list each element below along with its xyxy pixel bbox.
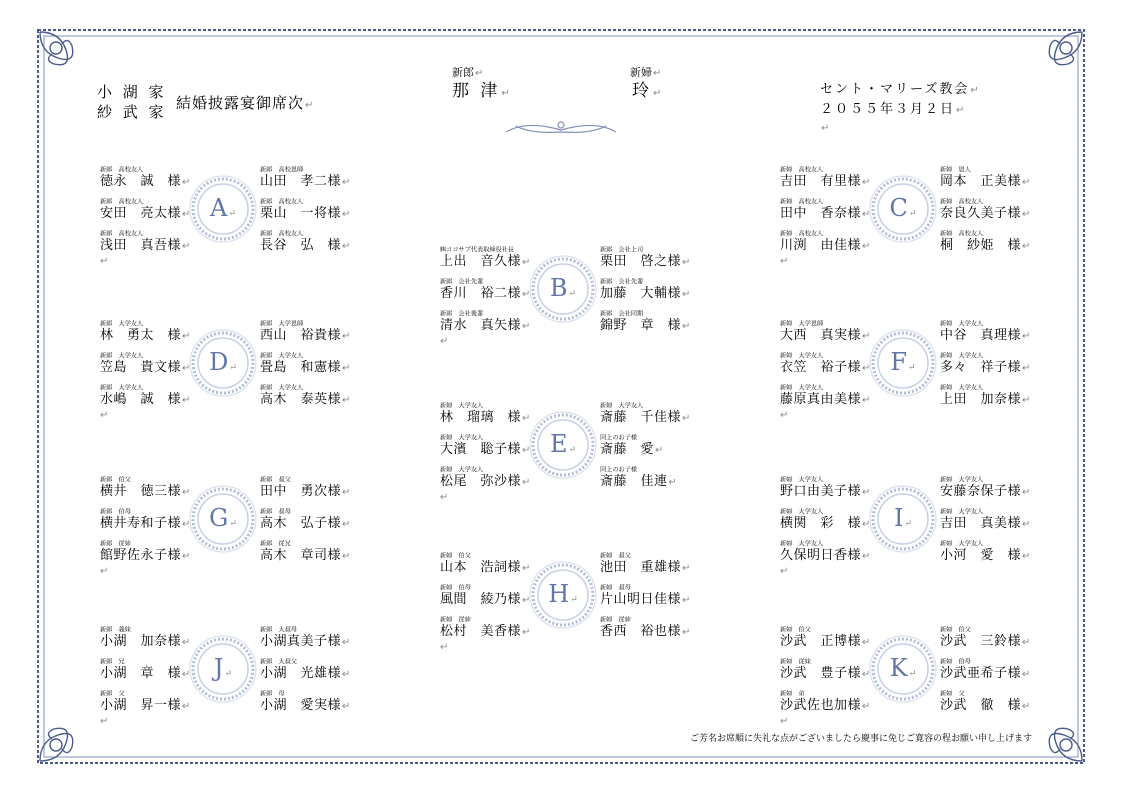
guest-name: 小湖真美子様↵ bbox=[260, 634, 351, 649]
guest-relation: 新郎 高校友人 bbox=[100, 166, 144, 174]
guest-relation: 新婦 大学友人 bbox=[780, 508, 824, 516]
guest-seat bbox=[600, 278, 691, 308]
guest-seat bbox=[260, 658, 351, 688]
guest-relation: 新婦 叔母 bbox=[600, 584, 631, 592]
table-letter: A↵ bbox=[210, 194, 236, 222]
guest-relation: 新郎 会社先輩 bbox=[440, 278, 484, 286]
guest-relation: 新婦 叔父 bbox=[600, 552, 631, 560]
guest-name: 斎藤 佳連↵ bbox=[600, 474, 677, 489]
guest-seat bbox=[260, 198, 351, 228]
guest-name: 清水 真矢様↵ bbox=[440, 318, 531, 333]
guest-name: 沙武 徹 様↵ bbox=[940, 698, 1031, 713]
paragraph-mark: ↵ bbox=[780, 716, 789, 727]
guest-relation: 新婦 大学友人 bbox=[440, 402, 484, 410]
guest-name: 田中 香奈様↵ bbox=[780, 206, 871, 221]
paragraph-mark: ↵ bbox=[100, 566, 109, 577]
families-line-2: 紗 武 家 bbox=[97, 103, 167, 121]
guest-seat bbox=[100, 384, 191, 414]
guest-name: 徳永 誠 様↵ bbox=[100, 174, 191, 189]
groom-label: 新郎↵ bbox=[452, 66, 484, 79]
paragraph-mark: ↵ bbox=[780, 566, 789, 577]
paragraph-mark: ↵ bbox=[440, 492, 449, 503]
guest-relation: 新郎 父 bbox=[100, 690, 125, 698]
guest-seat bbox=[940, 352, 1031, 382]
guest-seat bbox=[780, 230, 871, 260]
guest-seat bbox=[100, 476, 191, 506]
guest-relation: 新婦 大学友人 bbox=[600, 402, 644, 410]
guest-relation: 新郎 従姉 bbox=[100, 540, 131, 548]
guest-relation: 新婦 大学友人 bbox=[780, 476, 824, 484]
guest-seat bbox=[260, 626, 351, 656]
guest-name: 松村 美香様↵ bbox=[440, 624, 531, 639]
guest-name: 久保明日香様↵ bbox=[780, 548, 871, 563]
table-letter: J↵ bbox=[213, 654, 233, 682]
guest-relation: 新婦 大学友人 bbox=[940, 320, 984, 328]
guest-seat bbox=[260, 476, 351, 506]
paragraph-mark: ↵ bbox=[100, 716, 109, 727]
guest-name: 笠島 貴文様↵ bbox=[100, 360, 191, 375]
guest-relation: 新婦 大学友人 bbox=[440, 466, 484, 474]
guest-name: 吉田 真美様↵ bbox=[940, 516, 1031, 531]
guest-name: 野口由美子様↵ bbox=[780, 484, 871, 499]
guest-seat bbox=[780, 476, 871, 506]
guest-relation: 新婦 大学恩師 bbox=[780, 320, 824, 328]
guest-seat bbox=[100, 508, 191, 538]
table-letter: B↵ bbox=[549, 274, 577, 302]
guest-seat bbox=[780, 198, 871, 228]
guest-name: 横井 徳三様↵ bbox=[100, 484, 191, 499]
guest-name: 沙武佐也加様↵ bbox=[780, 698, 871, 713]
guest-relation: 新婦 恩人 bbox=[940, 166, 971, 174]
guest-relation: 新郎 高校友人 bbox=[260, 198, 304, 206]
guest-seat bbox=[440, 310, 531, 340]
guest-seat bbox=[780, 320, 871, 350]
guest-seat bbox=[600, 434, 682, 464]
table-k bbox=[780, 626, 1030, 736]
guest-seat bbox=[100, 658, 191, 688]
guest-seat bbox=[940, 230, 1031, 260]
guest-relation: 新郎 叔母 bbox=[260, 508, 291, 516]
guest-seat bbox=[940, 198, 1031, 228]
guest-relation: 新婦 弟 bbox=[780, 690, 805, 698]
guest-name: 横井寿和子様↵ bbox=[100, 516, 191, 531]
guest-name: 斎藤 千佳様↵ bbox=[600, 410, 691, 425]
table-letter: D↵ bbox=[209, 348, 237, 376]
guest-relation: 新郎 伯父 bbox=[100, 476, 131, 484]
guest-name: 小河 愛 様↵ bbox=[940, 548, 1031, 563]
guest-relation: 新婦 従姉 bbox=[440, 616, 471, 624]
paragraph-mark: ↵ bbox=[440, 642, 449, 653]
table-h bbox=[440, 552, 690, 662]
guest-name: 小湖 愛実様↵ bbox=[260, 698, 351, 713]
guest-seat bbox=[600, 552, 691, 582]
guest-relation: 新郎 大学友人 bbox=[260, 384, 304, 392]
guest-name: 西山 裕貴様↵ bbox=[260, 328, 351, 343]
guest-seat bbox=[100, 320, 191, 350]
footer-note: ご芳名お席順に失礼な点がございましたら慶事に免じご寛容の程お願い申し上げます bbox=[690, 734, 1033, 744]
table-e bbox=[440, 402, 690, 512]
event-title: 結婚披露宴御席次↵ bbox=[176, 94, 314, 112]
guest-relation: 新婦 伯母 bbox=[440, 584, 471, 592]
table-g bbox=[100, 476, 350, 586]
guest-relation: 新郎 高校友人 bbox=[100, 230, 144, 238]
guest-seat bbox=[260, 352, 351, 382]
guest-name: 衣笠 裕子様↵ bbox=[780, 360, 871, 375]
guest-seat bbox=[780, 540, 871, 570]
guest-seat bbox=[440, 466, 531, 496]
guest-seat bbox=[600, 246, 691, 276]
guest-relation: 新婦 大学友人 bbox=[940, 540, 984, 548]
guest-relation: 新郎 大学友人 bbox=[260, 352, 304, 360]
guest-name: 山本 浩詞様↵ bbox=[440, 560, 531, 575]
guest-seat bbox=[440, 246, 531, 276]
guest-name: 小湖 昇一様↵ bbox=[100, 698, 191, 713]
guest-relation: 新郎 兄 bbox=[100, 658, 125, 666]
guest-relation: ㈱ココサブ代表取締役社長 bbox=[440, 246, 515, 254]
guest-name: 安田 亮太様↵ bbox=[100, 206, 191, 221]
guest-seat bbox=[440, 584, 531, 614]
guest-seat bbox=[600, 402, 691, 432]
guest-seat bbox=[260, 540, 351, 570]
guest-seat bbox=[100, 540, 191, 570]
guest-name: 吉田 有里様↵ bbox=[780, 174, 871, 189]
table-letter: I↵ bbox=[893, 504, 913, 532]
guest-name: 藤原真由美様↵ bbox=[780, 392, 871, 407]
guest-name: 高木 弘子様↵ bbox=[260, 516, 351, 531]
guest-relation: 新婦 伯父 bbox=[940, 626, 971, 634]
guest-name: 加藤 大輔様↵ bbox=[600, 286, 691, 301]
table-letter: E↵ bbox=[549, 430, 577, 458]
guest-relation: 新郎 大学恩師 bbox=[260, 320, 304, 328]
guest-seat bbox=[600, 466, 682, 496]
guest-relation: 新郎 会社同期 bbox=[600, 310, 644, 318]
guest-relation: 新婦 大学友人 bbox=[940, 476, 984, 484]
guest-name: 水嶋 誠 様↵ bbox=[100, 392, 191, 407]
guest-seat bbox=[600, 616, 691, 646]
guest-seat bbox=[940, 540, 1031, 570]
paragraph-mark: ↵ bbox=[100, 410, 109, 421]
guest-name: 香西 裕也様↵ bbox=[600, 624, 691, 639]
guest-seat bbox=[260, 230, 351, 260]
guest-seat bbox=[780, 384, 871, 414]
guest-relation: 新婦 大学友人 bbox=[440, 434, 484, 442]
guest-seat bbox=[100, 352, 191, 382]
guest-seat bbox=[440, 278, 531, 308]
guest-relation: 新郎 義妹 bbox=[100, 626, 131, 634]
guest-relation: 新郎 高校友人 bbox=[260, 230, 304, 238]
guest-name: 川渕 由佳様↵ bbox=[780, 238, 871, 253]
guest-seat bbox=[260, 384, 351, 414]
guest-name: 栗田 啓之様↵ bbox=[600, 254, 691, 269]
guest-name: 山田 孝二様↵ bbox=[260, 174, 351, 189]
table-i bbox=[780, 476, 1030, 586]
guest-seat bbox=[100, 230, 191, 260]
guest-relation: 同上のお子様 bbox=[600, 434, 638, 442]
paragraph-mark: ↵ bbox=[780, 256, 789, 267]
guest-relation: 新郎 会社後輩 bbox=[440, 310, 484, 318]
guest-relation: 新婦 大学友人 bbox=[940, 508, 984, 516]
guest-seat bbox=[440, 434, 531, 464]
paragraph-mark: ↵ bbox=[780, 410, 789, 421]
table-letter: H↵ bbox=[548, 580, 578, 608]
guest-name: 小湖 光雄様↵ bbox=[260, 666, 351, 681]
guest-relation: 新婦 高校友人 bbox=[780, 166, 824, 174]
guest-seat bbox=[260, 690, 351, 720]
guest-name: 中谷 真理様↵ bbox=[940, 328, 1031, 343]
guest-name: 多々 祥子様↵ bbox=[940, 360, 1031, 375]
paragraph-mark: ↵ bbox=[100, 256, 109, 267]
guest-seat bbox=[260, 320, 351, 350]
table-c bbox=[780, 166, 1030, 276]
guest-seat bbox=[940, 658, 1031, 688]
table-d bbox=[100, 320, 350, 430]
guest-seat bbox=[940, 384, 1031, 414]
guest-relation: 新郎 高校友人 bbox=[100, 198, 144, 206]
guest-name: 上田 加奈様↵ bbox=[940, 392, 1031, 407]
guest-relation: 新婦 大学友人 bbox=[780, 540, 824, 548]
guest-name: 沙武 三鈴様↵ bbox=[940, 634, 1031, 649]
guest-name: 安藤奈保子様↵ bbox=[940, 484, 1031, 499]
guest-seat bbox=[600, 584, 691, 614]
guest-relation: 新郎 伯母 bbox=[100, 508, 131, 516]
table-letter: G↵ bbox=[209, 504, 237, 532]
guest-seat bbox=[440, 616, 531, 646]
table-f bbox=[780, 320, 1030, 430]
guest-name: 沙武 正博様↵ bbox=[780, 634, 871, 649]
guest-seat bbox=[940, 476, 1031, 506]
guest-relation: 新郎 叔父 bbox=[260, 476, 291, 484]
guest-name: 香川 裕二様↵ bbox=[440, 286, 531, 301]
guest-name: 大西 真実様↵ bbox=[780, 328, 871, 343]
table-j bbox=[100, 626, 350, 736]
guest-name: 館野佐永子様↵ bbox=[100, 548, 191, 563]
guest-seat bbox=[260, 166, 351, 196]
guest-name: 奈良久美子様↵ bbox=[940, 206, 1031, 221]
guest-relation: 新婦 伯父 bbox=[440, 552, 471, 560]
guest-relation: 新郎 母 bbox=[260, 690, 285, 698]
guest-seat bbox=[780, 626, 871, 656]
guest-seat bbox=[600, 310, 691, 340]
guest-seat bbox=[440, 402, 531, 432]
guest-name: 岡本 正美様↵ bbox=[940, 174, 1031, 189]
paragraph-mark: ↵ bbox=[440, 336, 449, 347]
guest-seat bbox=[780, 352, 871, 382]
guest-relation: 新婦 大学友人 bbox=[940, 352, 984, 360]
guest-name: 栗山 一将様↵ bbox=[260, 206, 351, 221]
guest-relation: 新郎 会社先輩 bbox=[600, 278, 644, 286]
guest-relation: 新婦 従妹 bbox=[780, 658, 811, 666]
paragraph-mark: ↵ bbox=[821, 123, 830, 134]
guest-seat bbox=[780, 508, 871, 538]
guest-seat bbox=[940, 690, 1031, 720]
bride-name: 玲↵ bbox=[632, 81, 662, 101]
guest-seat bbox=[260, 508, 351, 538]
guest-seat bbox=[780, 658, 871, 688]
guest-relation: 新婦 大学友人 bbox=[780, 384, 824, 392]
guest-seat bbox=[940, 626, 1031, 656]
guest-relation: 新婦 伯父 bbox=[780, 626, 811, 634]
guest-name: 松尾 弥沙様↵ bbox=[440, 474, 531, 489]
guest-name: 片山明日佳様↵ bbox=[600, 592, 691, 607]
guest-relation: 新郎 大叔父 bbox=[260, 658, 298, 666]
guest-name: 田中 勇次様↵ bbox=[260, 484, 351, 499]
guest-name: 桐 紗姫 様↵ bbox=[940, 238, 1031, 253]
guest-name: 畳島 和憲様↵ bbox=[260, 360, 351, 375]
guest-relation: 新郎 大学友人 bbox=[100, 352, 144, 360]
guest-relation: 新婦 従姉 bbox=[600, 616, 631, 624]
guest-seat bbox=[940, 166, 1031, 196]
guest-seat bbox=[440, 552, 531, 582]
guest-name: 小湖 加奈様↵ bbox=[100, 634, 191, 649]
guest-name: 上出 音久様↵ bbox=[440, 254, 531, 269]
guest-seat bbox=[100, 626, 191, 656]
table-letter: K↵ bbox=[889, 654, 917, 682]
guest-relation: 新郎 大学友人 bbox=[100, 384, 144, 392]
guest-seat bbox=[100, 198, 191, 228]
table-b bbox=[440, 246, 690, 356]
guest-relation: 新婦 高校友人 bbox=[940, 198, 984, 206]
venue: セント・マリーズ教会↵ bbox=[820, 82, 979, 97]
guest-relation: 同上のお子様 bbox=[600, 466, 638, 474]
families-line-1: 小 湖 家 bbox=[97, 83, 167, 101]
guest-relation: 新郎 高校恩師 bbox=[260, 166, 304, 174]
guest-name: 池田 重雄様↵ bbox=[600, 560, 691, 575]
guest-name: 沙武 豊子様↵ bbox=[780, 666, 871, 681]
guest-seat bbox=[780, 690, 871, 720]
guest-relation: 新婦 大学友人 bbox=[780, 352, 824, 360]
event-date: ２０５５年３月２日↵ bbox=[820, 102, 965, 117]
guest-name: 浅田 真吾様↵ bbox=[100, 238, 191, 253]
guest-name: 錦野 章 様↵ bbox=[600, 318, 691, 333]
guest-seat bbox=[100, 166, 191, 196]
guest-seat bbox=[780, 166, 871, 196]
guest-relation: 新郎 大叔母 bbox=[260, 626, 298, 634]
guest-relation: 新婦 高校友人 bbox=[780, 198, 824, 206]
guest-name: 高木 泰英様↵ bbox=[260, 392, 351, 407]
guest-name: 林 勇太 様↵ bbox=[100, 328, 191, 343]
guest-name: 林 瑠璃 様↵ bbox=[440, 410, 531, 425]
table-letter: C↵ bbox=[889, 194, 917, 222]
guest-name: 沙武亜希子様↵ bbox=[940, 666, 1031, 681]
guest-seat bbox=[940, 320, 1031, 350]
guest-relation: 新婦 高校友人 bbox=[780, 230, 824, 238]
guest-relation: 新郎 大学友人 bbox=[100, 320, 144, 328]
guest-seat bbox=[940, 508, 1031, 538]
bride-label: 新婦↵ bbox=[630, 66, 662, 79]
guest-relation: 新婦 父 bbox=[940, 690, 965, 698]
guest-name: 大濱 聡子様↵ bbox=[440, 442, 531, 457]
guest-relation: 新婦 大学友人 bbox=[940, 384, 984, 392]
guest-relation: 新婦 高校友人 bbox=[940, 230, 984, 238]
guest-name: 小湖 章 様↵ bbox=[100, 666, 191, 681]
guest-seat bbox=[100, 690, 191, 720]
table-letter: F↵ bbox=[890, 348, 916, 376]
guest-relation: 新婦 伯母 bbox=[940, 658, 971, 666]
groom-name: 那 津↵ bbox=[452, 81, 510, 101]
guest-relation: 新郎 会社上司 bbox=[600, 246, 644, 254]
guest-name: 横関 彩 様↵ bbox=[780, 516, 871, 531]
guest-name: 長谷 弘 様↵ bbox=[260, 238, 351, 253]
guest-name: 風間 綾乃様↵ bbox=[440, 592, 531, 607]
guest-name: 高木 章司様↵ bbox=[260, 548, 351, 563]
table-a bbox=[100, 166, 350, 276]
guest-relation: 新郎 従兄 bbox=[260, 540, 291, 548]
guest-name: 斎藤 愛↵ bbox=[600, 442, 664, 457]
